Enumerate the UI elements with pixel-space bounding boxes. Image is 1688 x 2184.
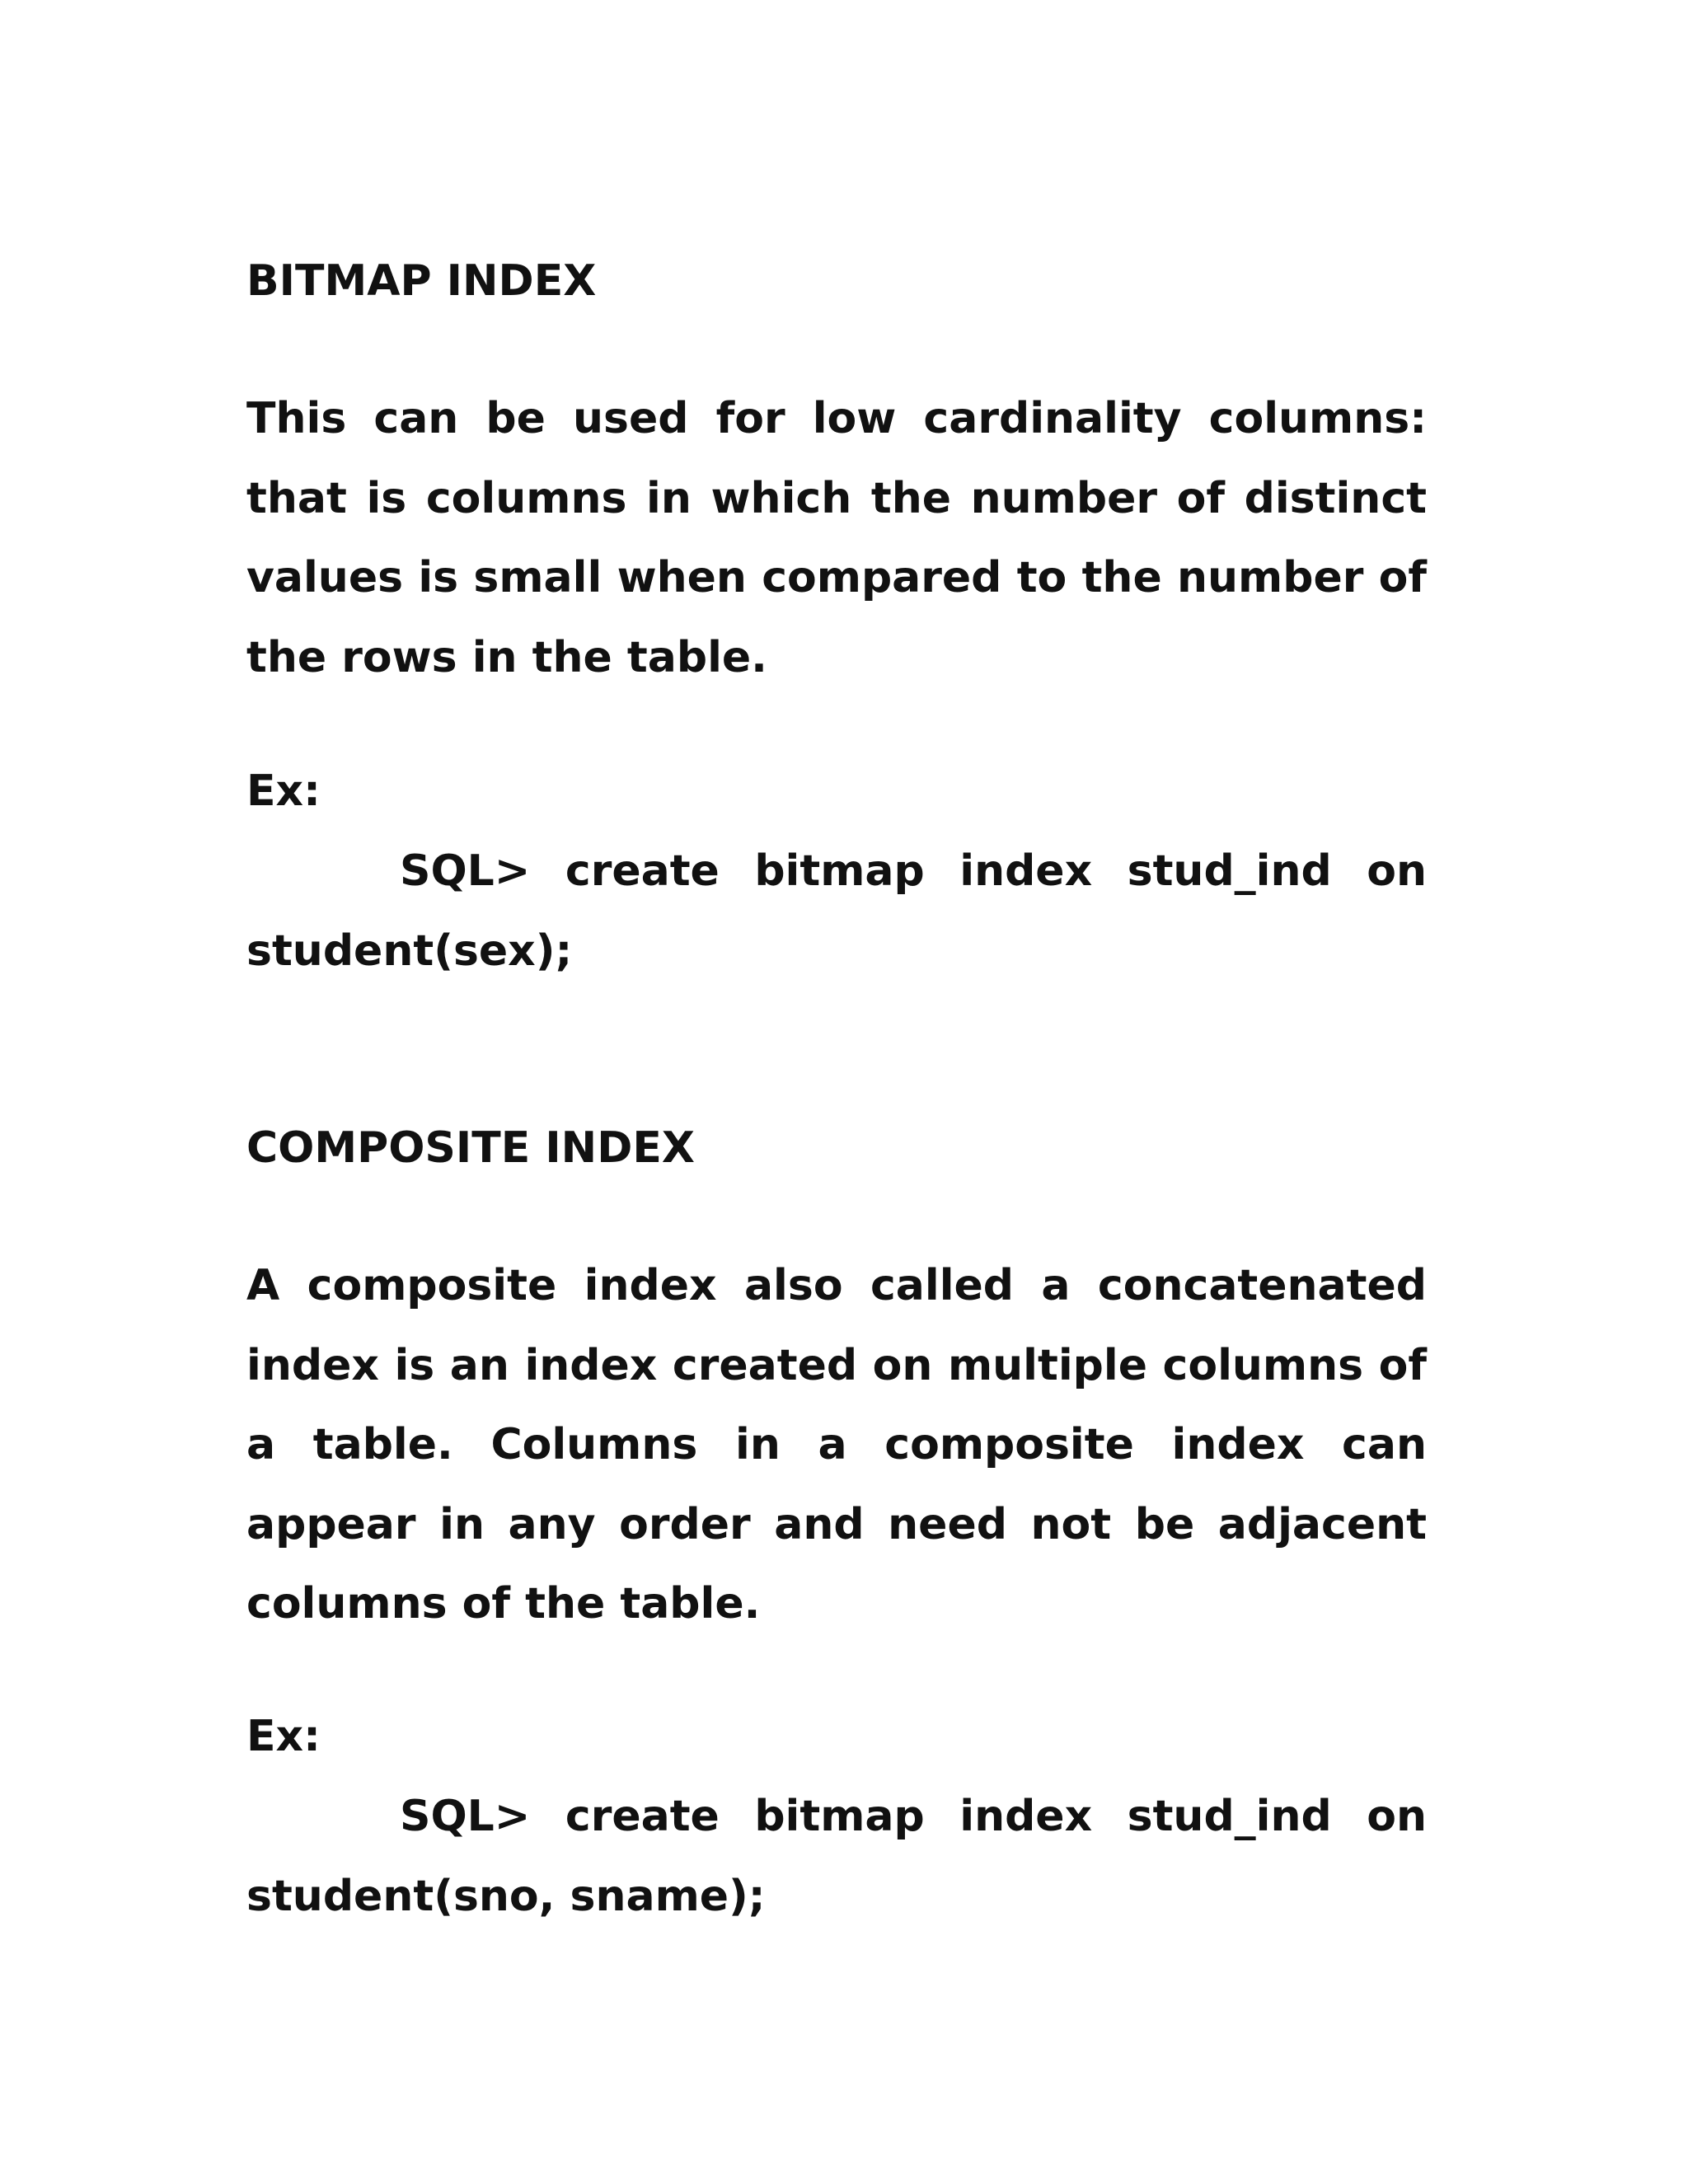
- section-heading-bitmap-index: BITMAP INDEX: [246, 256, 597, 306]
- example-label-bitmap-index: Ex:: [246, 766, 321, 816]
- example-label-composite-index: Ex:: [246, 1712, 321, 1761]
- example-code-bitmap-index: SQL> create bitmap index stud_ind on student(sex);: [246, 846, 1427, 976]
- example-code-composite-index: SQL> create bitmap index stud_ind on student(sno, sname);: [246, 1792, 1427, 1921]
- section-paragraph-composite-index: A composite index also called a concatenated index is an index created on multiple columns of a table. Columns in a composite index can appear in any order and need not be adjacent columns of the table.: [246, 1261, 1427, 1629]
- section-heading-composite-index: COMPOSITE INDEX: [246, 1123, 695, 1173]
- section-paragraph-bitmap-index: This can be used for low cardinality columns: that is columns in which the number of distinct values is small when compared to the number of the rows in the table.: [246, 394, 1427, 682]
